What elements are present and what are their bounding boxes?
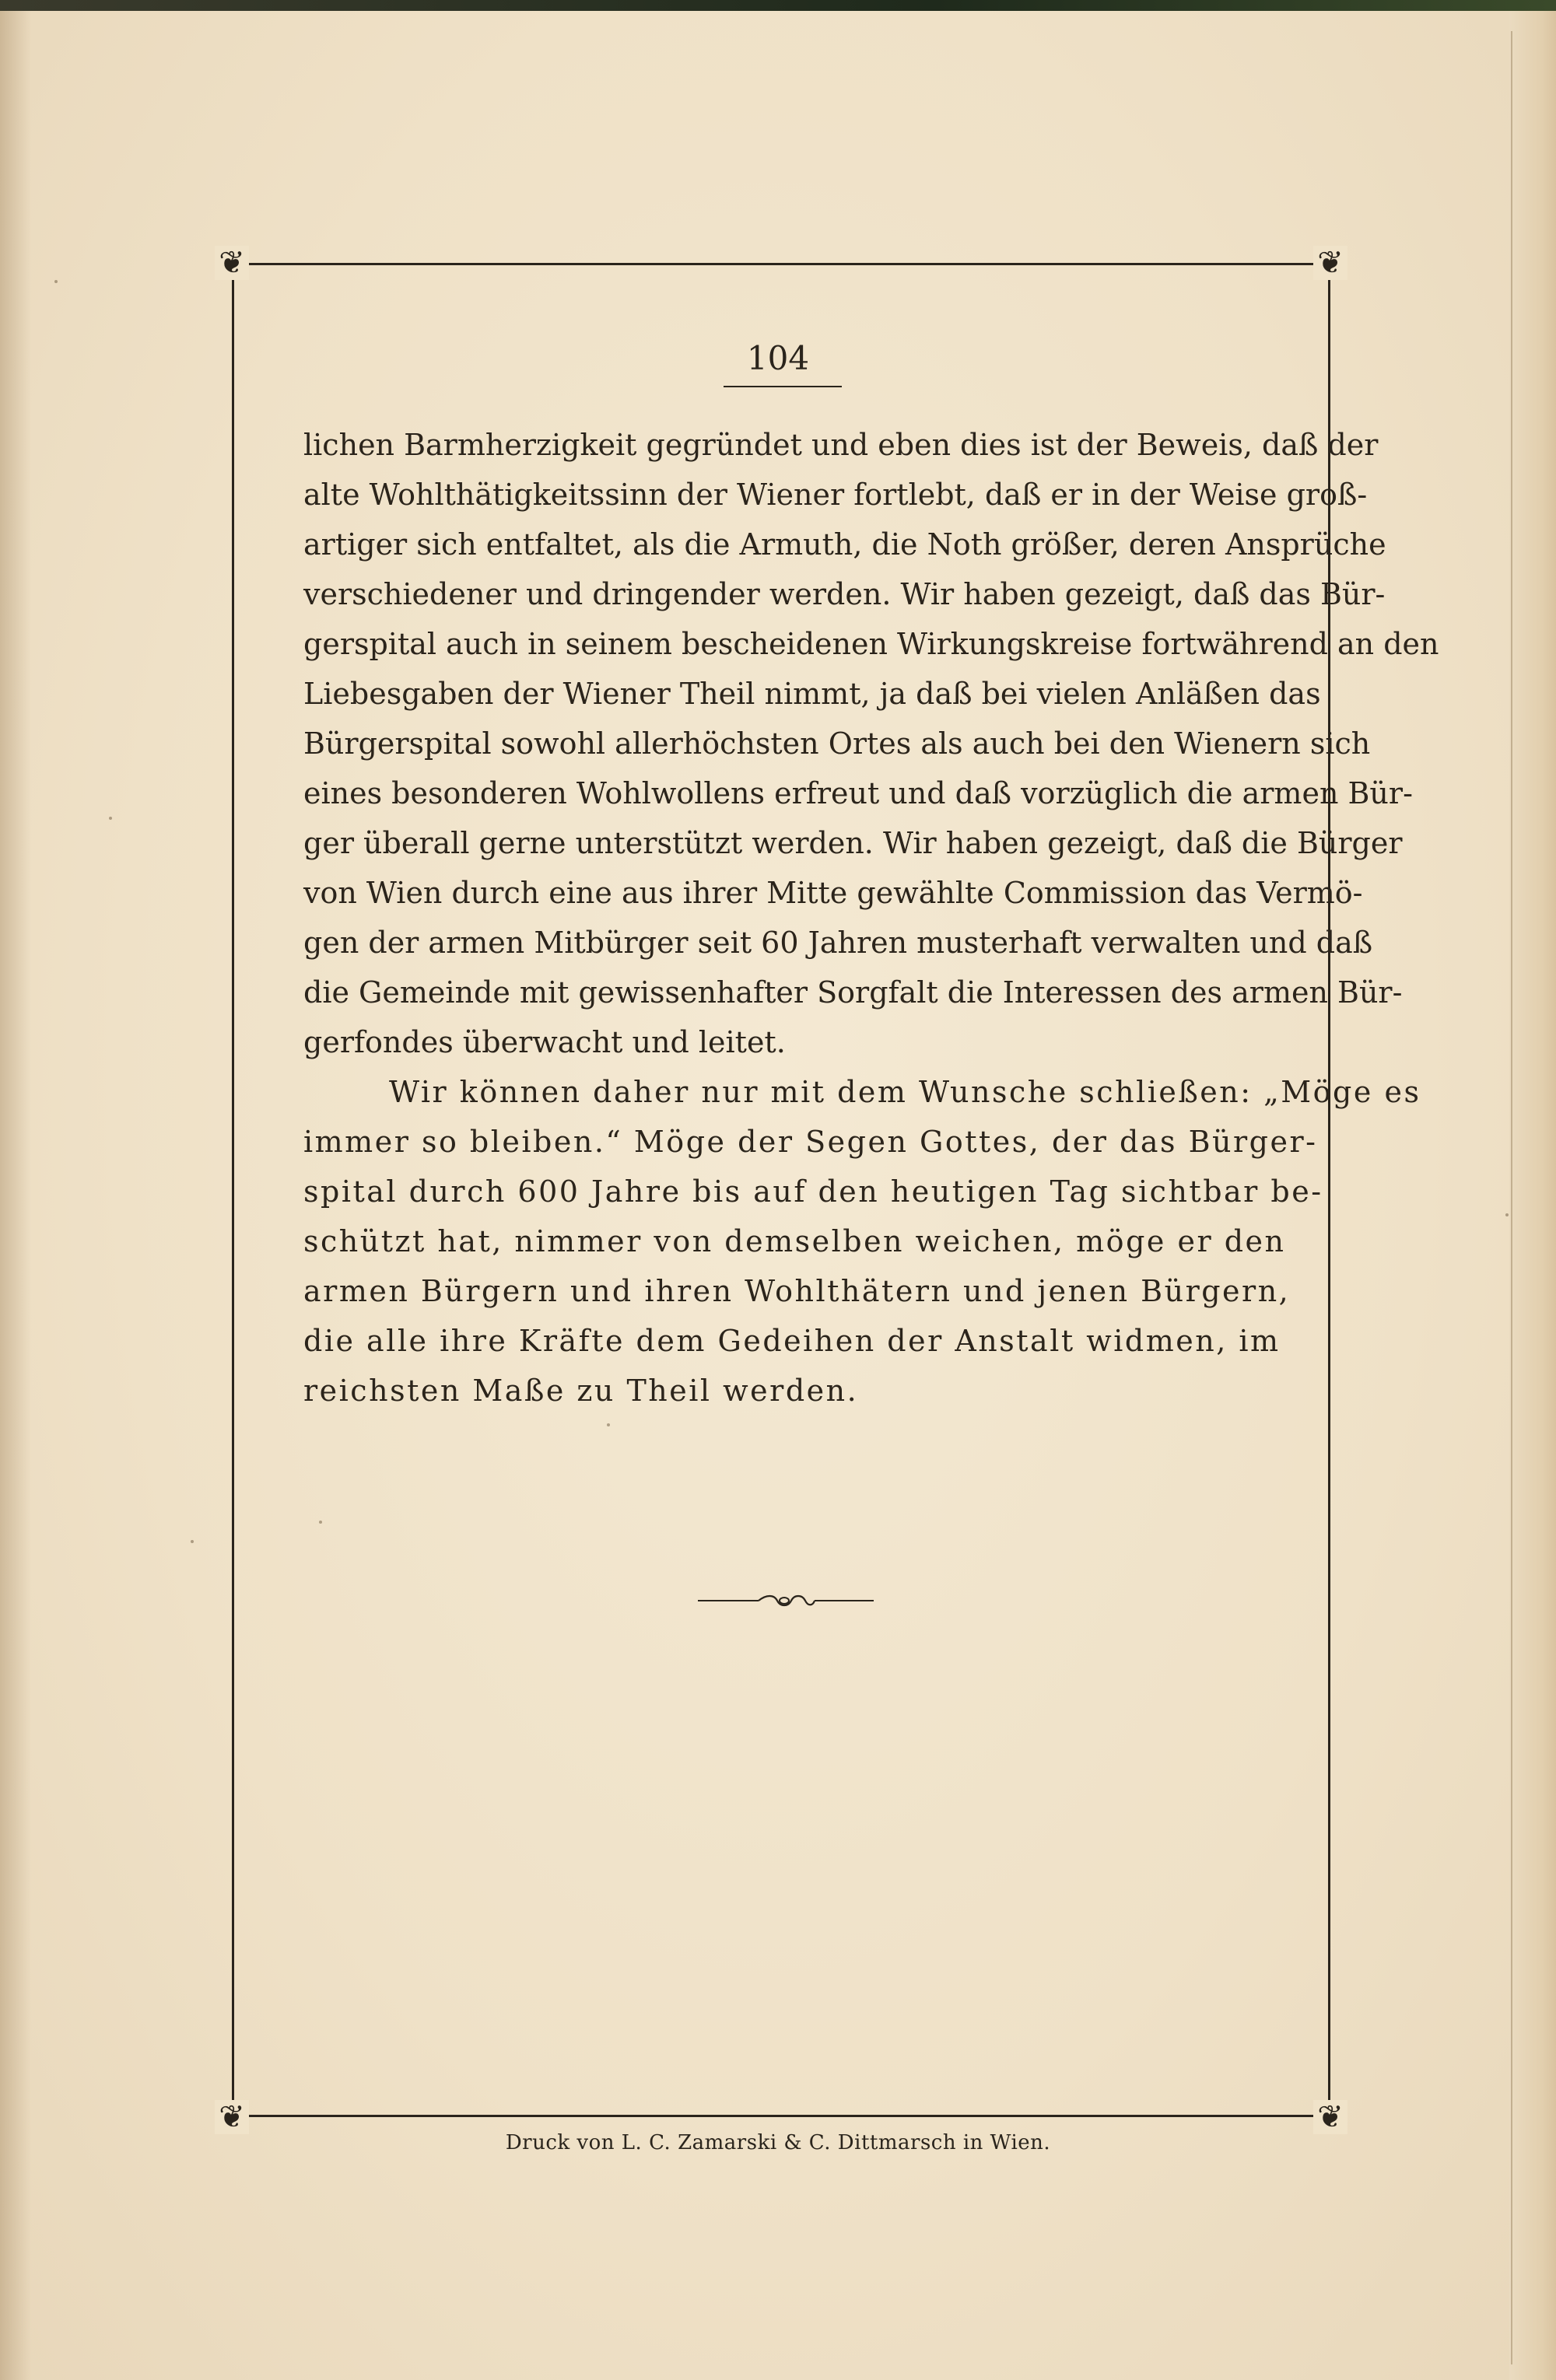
paper-speck <box>54 280 58 283</box>
corner-ornament-icon: ❦ <box>1313 2100 1347 2134</box>
text-line: verschiedener und dringender werden. Wir haben gezeigt, daß das Bür- <box>303 577 1386 611</box>
text-line: von Wien durch eine aus ihrer Mitte gewählte Commission das Vermö- <box>303 876 1363 910</box>
body-text <box>303 420 1439 1416</box>
text-line: Bürgerspital sowohl allerhöchsten Ortes als auch bei den Wienern sich <box>303 726 1371 761</box>
text-line: artiger sich entfaltet, als die Armuth, die Noth größer, deren Ansprüche <box>303 527 1386 562</box>
corner-ornament-icon: ❦ <box>215 2100 249 2134</box>
corner-ornament-icon: ❦ <box>215 246 249 280</box>
text-line: immer so bleiben.“ Möge der Segen Gottes, der das Bürger- <box>303 1125 1318 1159</box>
text-line: die alle ihre Kräfte dem Gedeihen der Anstalt widmen, im <box>303 1324 1281 1358</box>
text-line: gen der armen Mitbürger seit 60 Jahren musterhaft verwalten und daß <box>303 926 1373 960</box>
text-line: reichsten Maße zu Theil werden. <box>303 1374 859 1408</box>
paper-speck <box>607 1423 610 1426</box>
text-line: Wir können daher nur mit dem Wunsche schließen: „Möge es <box>389 1075 1421 1109</box>
text-line: gerspital auch in seinem bescheidenen Wirkungskreise fortwährend an den <box>303 627 1439 661</box>
text-line: lichen Barmherzigkeit gegründet und eben dies ist der Beweis, daß der <box>303 428 1379 462</box>
end-ornament-icon <box>696 1591 875 1610</box>
text-line: die Gemeinde mit gewissenhafter Sorgfalt die Interessen des armen Bür- <box>303 975 1403 1010</box>
text-line: alte Wohlthätigkeitssinn der Wiener fortlebt, daß er in der Weise groß- <box>303 478 1368 512</box>
page-number: 104 <box>746 339 810 377</box>
corner-ornament-icon: ❦ <box>1313 246 1347 280</box>
printer-imprint: Druck von L. C. Zamarski & C. Dittmarsch in Wien. <box>505 2131 1051 2154</box>
paper-speck <box>319 1521 322 1524</box>
page-number-rule <box>724 386 842 387</box>
text-line: schützt hat, nimmer von demselben weichen, möge er den <box>303 1224 1286 1258</box>
text-line: spital durch 600 Jahre bis auf den heutigen Tag sichtbar be- <box>303 1174 1323 1209</box>
paper-speck <box>191 1540 194 1543</box>
text-line: eines besonderen Wohlwollens erfreut und daß vorzüglich die armen Bür- <box>303 776 1413 810</box>
text-line: armen Bürgern und ihren Wohlthätern und jenen Bürgern, <box>303 1274 1291 1308</box>
text-line: Liebesgaben der Wiener Theil nimmt, ja daß bei vielen Anläßen das <box>303 677 1321 711</box>
paper-speck <box>109 817 112 820</box>
paper-speck <box>1505 1213 1509 1216</box>
text-line: gerfondes überwacht und leitet. <box>303 1025 786 1059</box>
text-line: ger überall gerne unterstützt werden. Wir haben gezeigt, daß die Bürger <box>303 826 1403 860</box>
page-edge-line <box>1511 31 1512 2364</box>
